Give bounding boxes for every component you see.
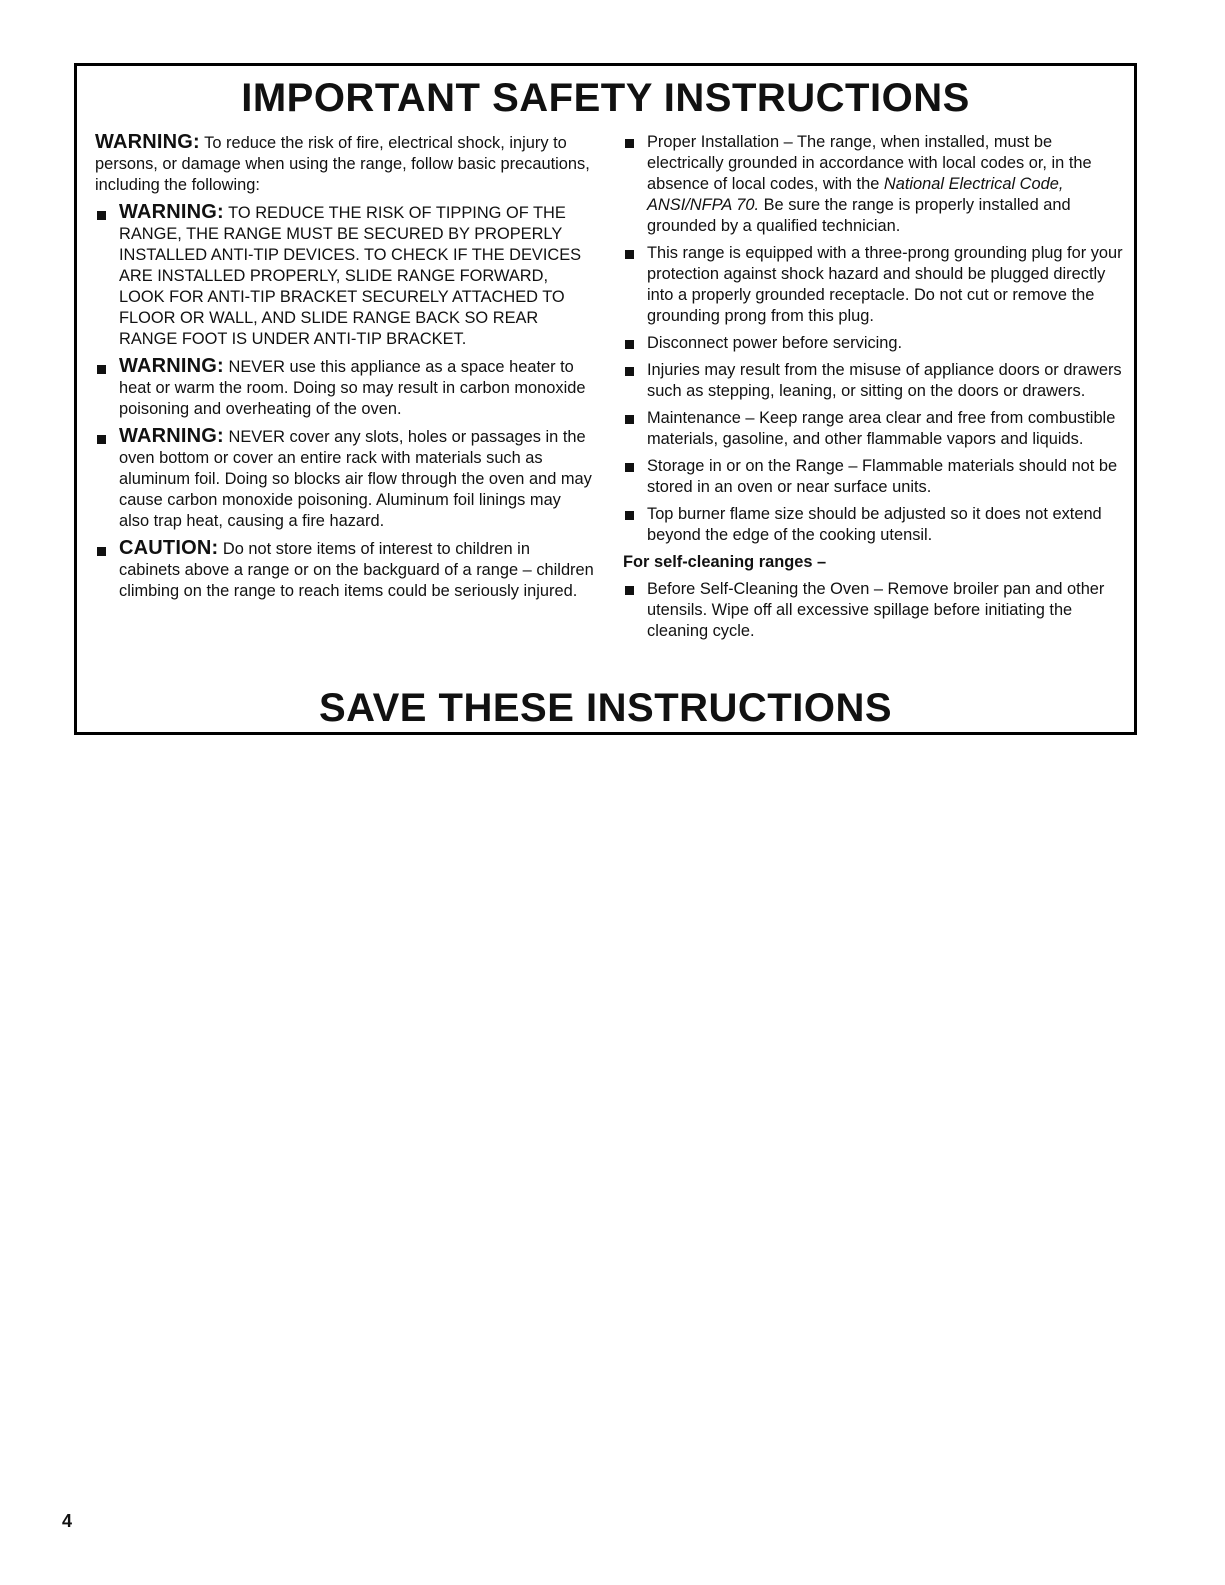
bullet-icon xyxy=(625,511,634,520)
list-item xyxy=(623,504,1123,546)
list-item xyxy=(623,132,1123,237)
item-keyword: WARNING: xyxy=(119,355,224,377)
item-keyword: CAUTION: xyxy=(119,537,219,559)
bullet-icon xyxy=(625,463,634,472)
list-item xyxy=(95,538,595,602)
item-text: NEVER use this appliance as a space heater to heat or warm the room. Doing so may result in carbon monoxide poisoning and overheating of the oven. xyxy=(119,358,586,418)
list-item xyxy=(623,408,1123,450)
item-text: NEVER cover any slots, holes or passages in the oven bottom or cover an entire rack with materials such as aluminum foil. Doing so blocks air flow through the oven and may cause carbon monoxide poisoning. Aluminum foil linings may also trap heat, causing a fire hazard. xyxy=(119,428,592,530)
bullet-icon xyxy=(97,211,106,220)
self-cleaning-subheading: For self-cleaning ranges – xyxy=(623,553,827,571)
bullet-icon xyxy=(625,139,634,148)
item-text: Proper Installation – The range, when installed, must be electrically grounded in accordance with local codes or, in the absence of local codes, with the xyxy=(647,133,1092,193)
page-number: 4 xyxy=(62,1511,73,1531)
item-text: Maintenance – Keep range area clear and free from combustible materials, gasoline, and other flammable vapors and liquids. xyxy=(647,409,1116,448)
item-text: Be sure the range is properly installed and grounded by a qualified technician. xyxy=(647,196,1071,235)
item-text: Before Self-Cleaning the Oven – Remove broiler pan and other utensils. Wipe off all excessive spillage before initiating the cleaning cycle. xyxy=(647,580,1105,640)
list-item xyxy=(95,356,595,420)
item-text: Disconnect power before servicing. xyxy=(647,334,903,352)
item-text: Do not store items of interest to children in cabinets above a range or on the backguard of a range – children climbing on the range to reach items could be seriously injured. xyxy=(119,540,594,600)
item-text: TO REDUCE THE RISK OF TIPPING OF THE RANGE, THE RANGE MUST BE SECURED BY PROPERLY INSTALLED ANTI-TIP DEVICES. TO CHECK IF THE DEVICES ARE INSTALLED PROPERLY, SLIDE RANGE FORWARD, LOOK FOR ANTI-TIP BRACKET SECURELY ATTACHED TO FLOOR OR WALL, AND SLIDE RANGE BACK SO REAR RANGE FOOT IS UNDER ANTI-TIP BRACKET. xyxy=(119,204,582,348)
intro-keyword: WARNING: xyxy=(95,131,200,153)
list-item xyxy=(623,333,1123,354)
left-column xyxy=(95,132,595,608)
item-keyword: WARNING: xyxy=(119,425,224,447)
bullet-icon xyxy=(97,365,106,374)
bullet-icon xyxy=(625,367,634,376)
save-instructions-title: SAVE THESE INSTRUCTIONS xyxy=(318,686,893,730)
item-text: Storage in or on the Range – Flammable materials should not be stored in an oven or near surface units. xyxy=(647,457,1118,496)
list-item xyxy=(95,426,595,532)
item-text: Injuries may result from the misuse of appliance doors or drawers such as stepping, leaning, or sitting on the doors or drawers. xyxy=(647,361,1122,400)
item-text: This range is equipped with a three-prong grounding plug for your protection against shock hazard and should be plugged directly into a properly grounded receptacle. Do not cut or remove the grounding prong from this plug. xyxy=(647,244,1123,325)
intro-paragraph xyxy=(95,132,595,196)
box-title: IMPORTANT SAFETY INSTRUCTIONS xyxy=(241,76,970,120)
bullet-icon xyxy=(625,340,634,349)
list-item xyxy=(623,579,1123,642)
intro-text: To reduce the risk of fire, electrical shock, injury to persons, or damage when using the range, follow basic precautions, including the following: xyxy=(95,134,590,194)
code-reference: National Electrical Code, ANSI/NFPA 70. xyxy=(647,175,1064,214)
bullet-icon xyxy=(625,250,634,259)
bullet-icon xyxy=(625,586,634,595)
list-item xyxy=(623,243,1123,327)
list-item xyxy=(623,456,1123,498)
right-column xyxy=(623,132,1123,648)
bullet-icon xyxy=(97,547,106,556)
list-item xyxy=(95,202,595,350)
item-text: Top burner flame size should be adjusted so it does not extend beyond the edge of the cooking utensil. xyxy=(647,505,1102,544)
list-item xyxy=(623,360,1123,402)
bullet-icon xyxy=(625,415,634,424)
item-keyword: WARNING: xyxy=(119,201,224,223)
bullet-icon xyxy=(97,435,106,444)
safety-instructions-box xyxy=(74,63,1137,735)
